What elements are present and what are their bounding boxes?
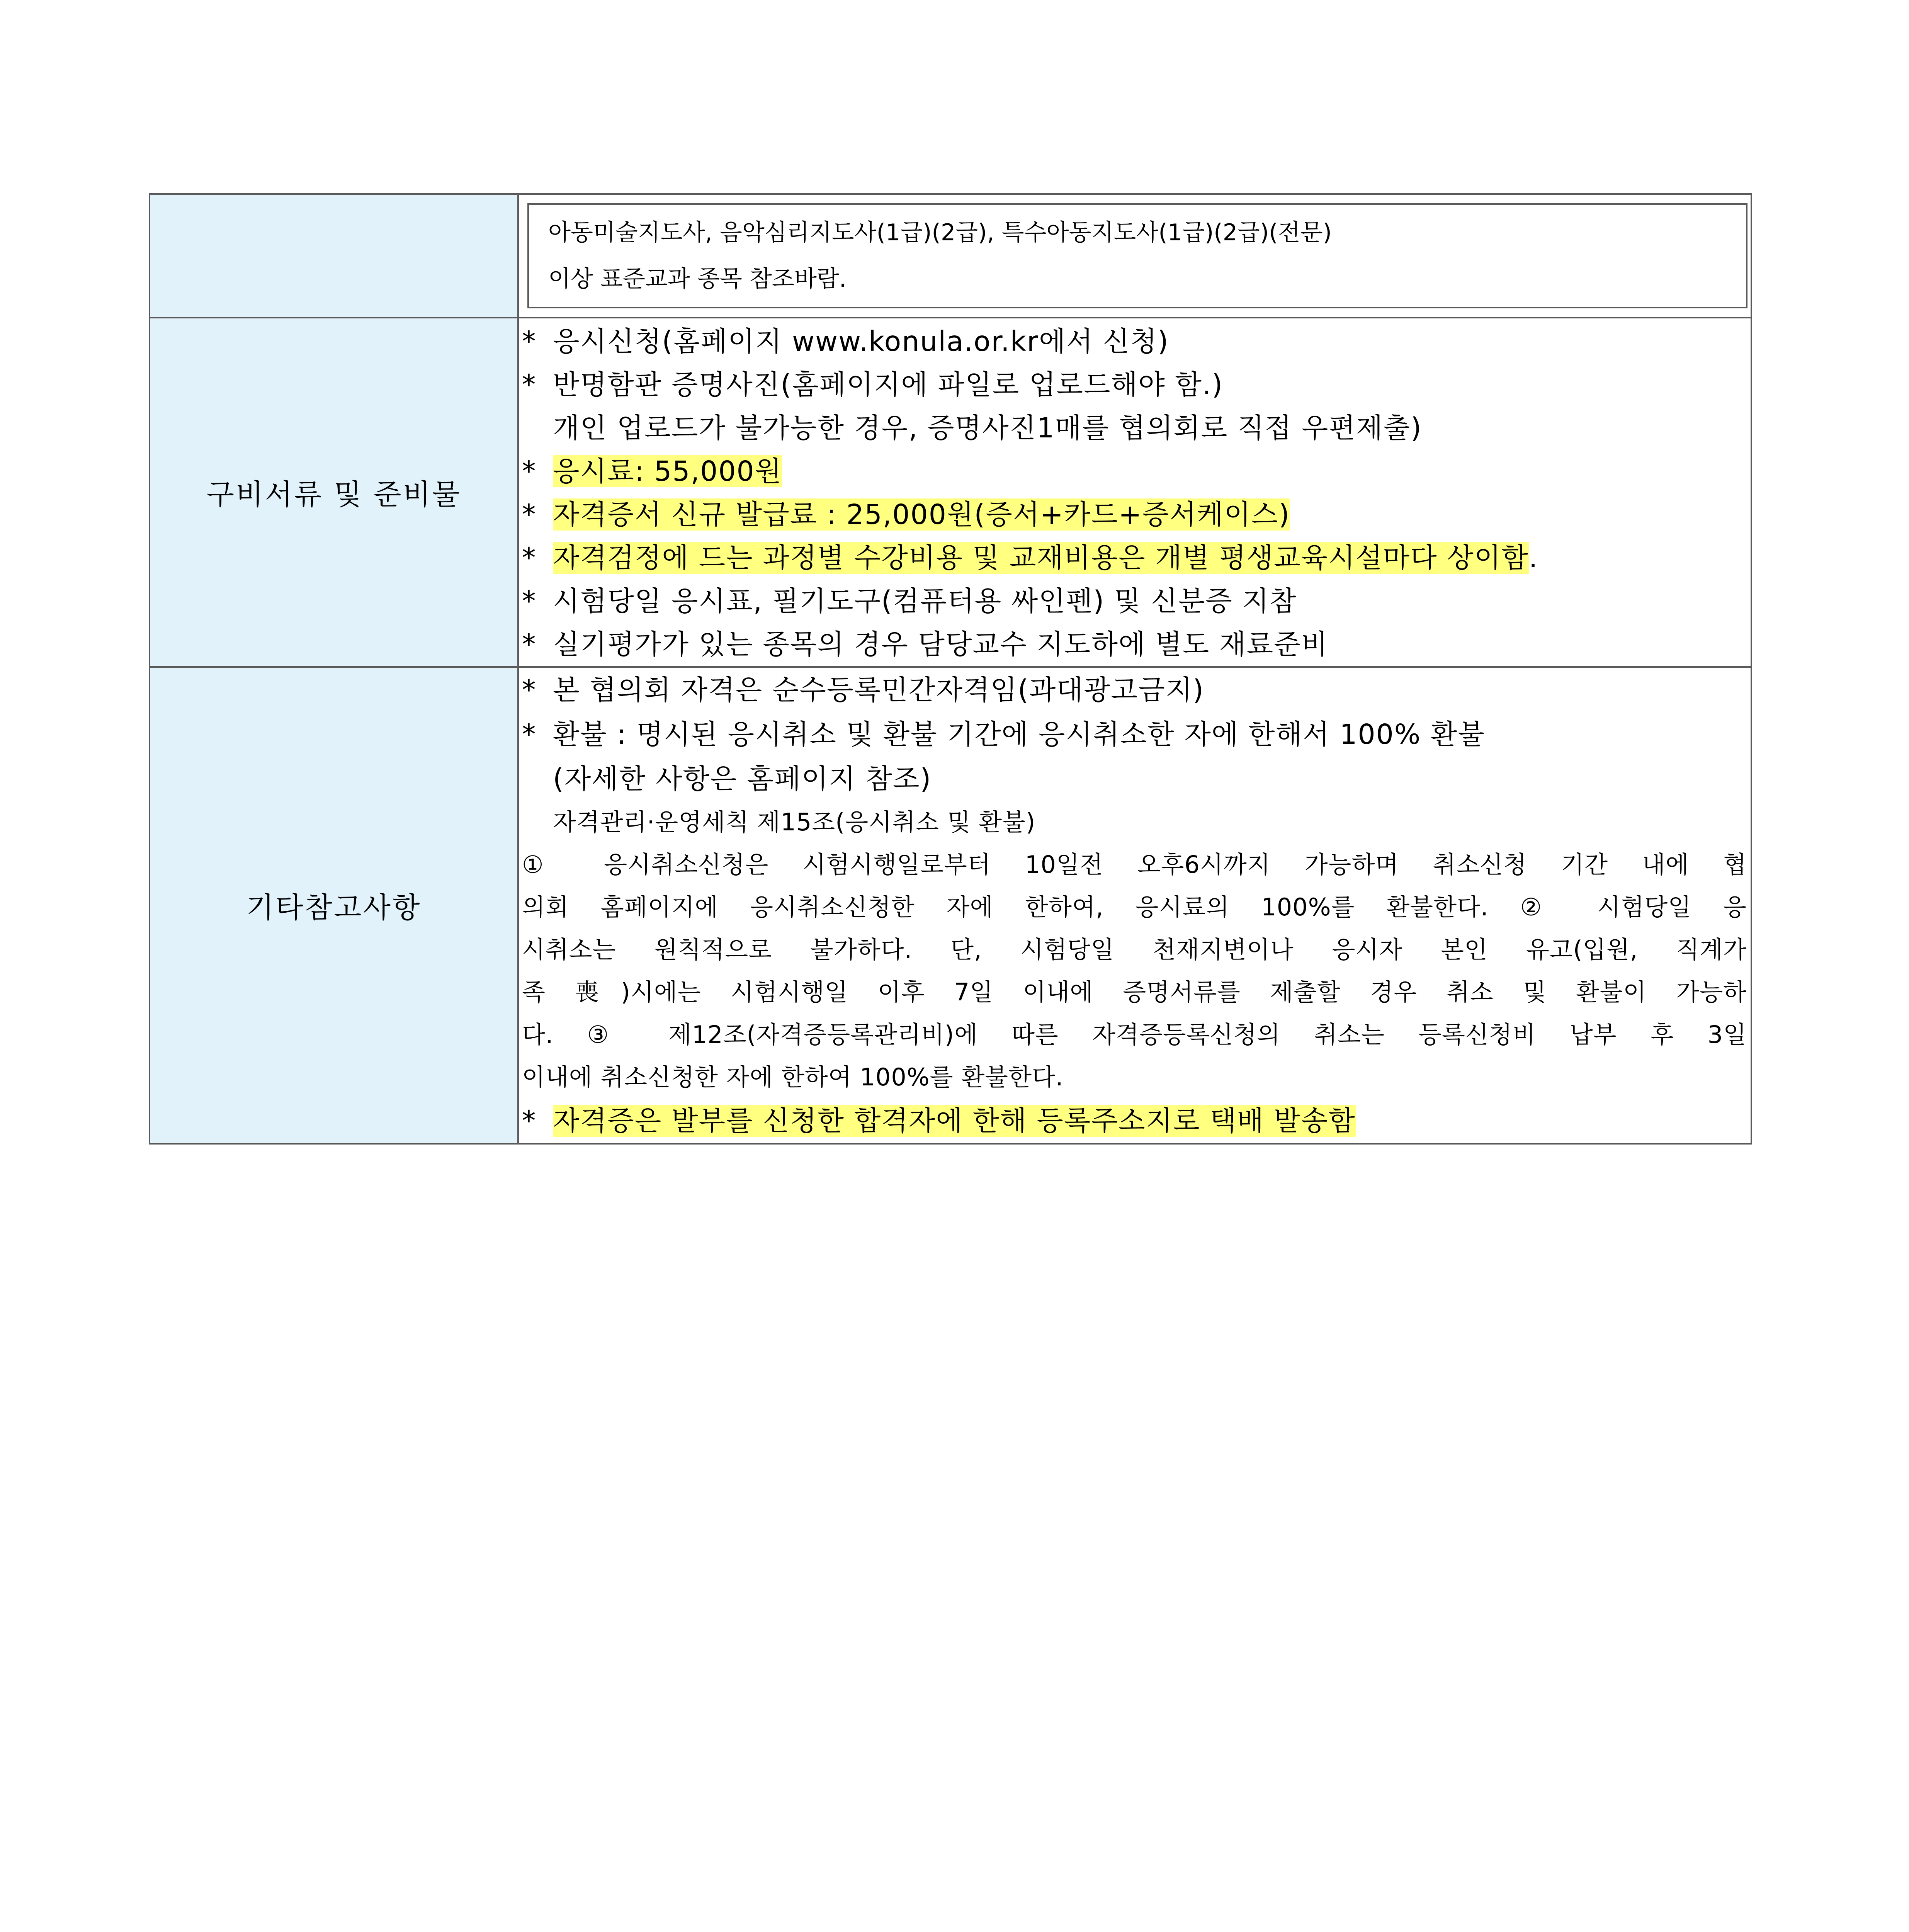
row-label-documents: 구비서류 및 준비물 [150,318,518,667]
row-label-notes: 기타참고사항 [150,667,518,1144]
regulation-text-line: 족 喪)시에는 시험시행일 이후 7일 이내에 증명서류를 제출할 경우 취소 및 환불이 가능하 [522,978,1747,1006]
list-item: * 실기평가가 있는 종목의 경우 담당교수 지도하에 별도 재료준비 [522,628,1329,660]
subject-reference-box [527,203,1748,308]
row-label-empty [150,194,518,318]
list-item: * 응시신청(홈페이지 www.konula.or.kr에서 신청) [522,325,1169,357]
regulation-text-line: 이내에 취소신청한 자에 한하여 100%를 환불한다. [522,1063,1064,1091]
regulation-title: 자격관리·운영세칙 제15조(응시취소 및 환불) [553,808,1036,836]
subject-list-line: 아동미술지도사, 음악심리지도사(1급)(2급), 특수아동지도사(1급)(2급)(전문) [548,219,1332,246]
list-item: * 응시료: 55,000원 [522,455,782,487]
list-item: * 시험당일 응시표, 필기도구(컴퓨터용 싸인펜) 및 신분증 지참 [522,585,1297,617]
regulation-text-line: 시취소는 원칙적으로 불가하다. 단, 시험당일 천재지변이나 응시자 본인 유고(입원, 직계가 [522,935,1747,964]
regulation-text-line: ① 응시취소신청은 시험시행일로부터 10일전 오후6시까지 가능하며 취소신청 기간 내에 협 [522,850,1747,879]
regulation-text-line: 의회 홈페이지에 응시취소신청한 자에 한하여, 응시료의 100%를 환불한다. ② 시험당일 응 [522,893,1747,921]
list-item: * 본 협의회 자격은 순수등록민간자격임(과대광고금지) [522,674,1204,706]
list-item: * 자격증서 신규 발급료 : 25,000원(증서+카드+증서케이스) [522,498,1290,531]
info-table [149,193,1752,1145]
row-content-documents [518,318,1751,667]
reference-note-line: 이상 표준교과 종목 참조바람. [548,265,847,293]
table-row [150,667,1751,1144]
list-item: * 자격증은 발부를 신청한 합격자에 한해 등록주소지로 택배 발송함 [522,1105,1356,1137]
regulation-text-line: 다. ③ 제12조(자격증등록관리비)에 따른 자격증등록신청의 취소는 등록신청비 납부 후 3일 [522,1020,1747,1049]
list-item: (자세한 사항은 홈페이지 참조) [553,763,932,795]
table-row [150,194,1751,318]
row-content [518,194,1751,318]
list-item: * 반명함판 증명사진(홈페이지에 파일로 업로드해야 함.) [522,369,1224,401]
table-row [150,318,1751,667]
list-item: 개인 업로드가 불가능한 경우, 증명사진1매를 협의회로 직접 우편제출) [553,412,1422,444]
row-content-notes [518,667,1751,1144]
list-item: * 자격검정에 드는 과정별 수강비용 및 교재비용은 개별 평생교육시설마다 상이함. [522,542,1538,574]
list-item: * 환불 : 명시된 응시취소 및 환불 기간에 응시취소한 자에 한해서 100% 환불 [522,718,1485,750]
